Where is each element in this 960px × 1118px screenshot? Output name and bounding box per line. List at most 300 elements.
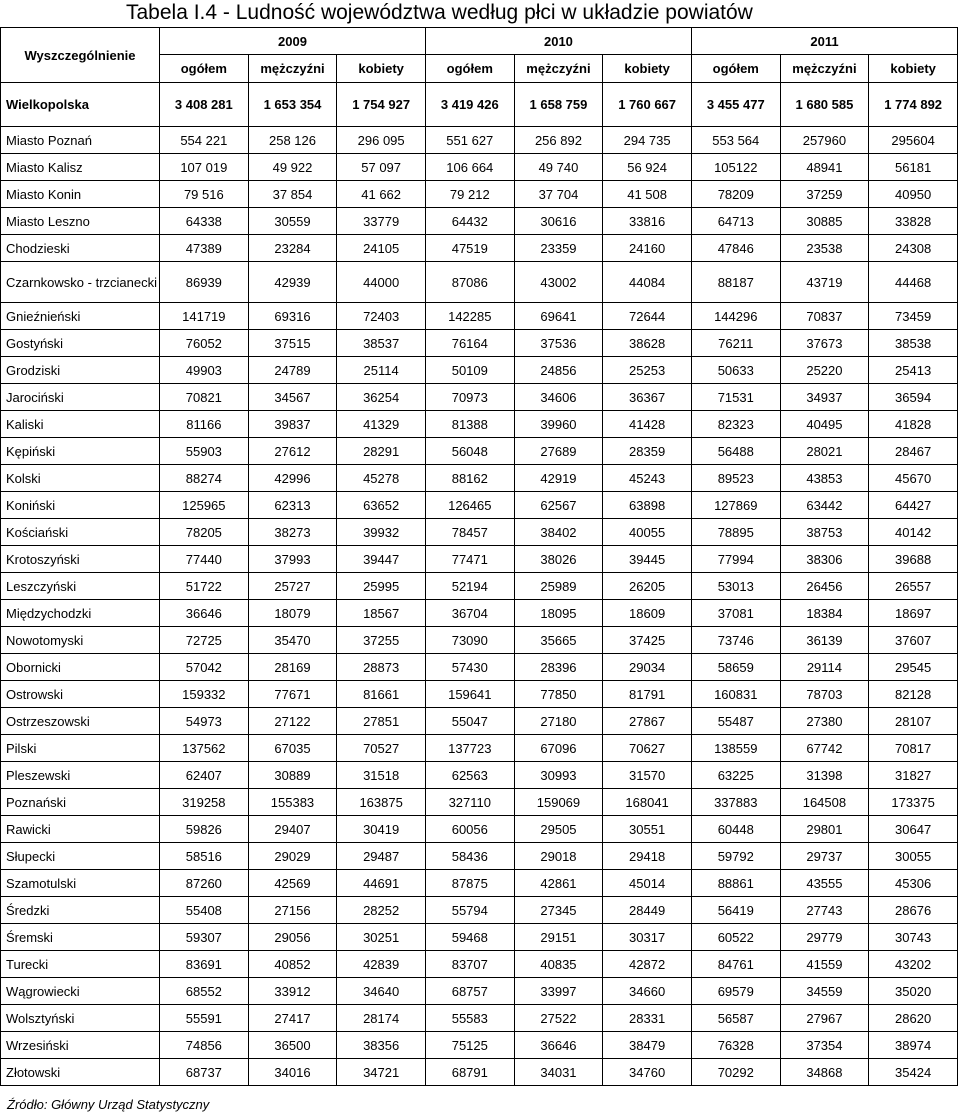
table-row <box>1 83 958 127</box>
table-cell: 39932 <box>337 519 426 546</box>
table-cell: 39447 <box>337 546 426 573</box>
table-row <box>1 762 958 789</box>
table-row <box>1 681 958 708</box>
row-name: Pilski <box>1 735 160 762</box>
table-cell: 24160 <box>603 235 692 262</box>
source-note: Źródło: Główny Urząd Statystyczny <box>7 1097 210 1112</box>
table-cell: 37 704 <box>514 181 603 208</box>
table-cell: 47846 <box>691 235 780 262</box>
row-name: Kaliski <box>1 411 160 438</box>
table-row <box>1 438 958 465</box>
table-cell: 33912 <box>248 978 337 1005</box>
table-cell: 56488 <box>691 438 780 465</box>
table-cell: 38306 <box>780 546 869 573</box>
table-cell: 18095 <box>514 600 603 627</box>
table-cell: 39960 <box>514 411 603 438</box>
table-cell: 78895 <box>691 519 780 546</box>
row-name: Nowotomyski <box>1 627 160 654</box>
table-cell: 70292 <box>691 1059 780 1086</box>
row-name: Turecki <box>1 951 160 978</box>
table-cell: 88274 <box>160 465 249 492</box>
row-name: Pleszewski <box>1 762 160 789</box>
table-cell: 59468 <box>425 924 514 951</box>
table-cell: 67035 <box>248 735 337 762</box>
table-cell: 29407 <box>248 816 337 843</box>
table-cell: 31827 <box>869 762 958 789</box>
table-cell: 42996 <box>248 465 337 492</box>
table-cell: 44468 <box>869 262 958 303</box>
table-cell: 35020 <box>869 978 958 1005</box>
table-cell: 29056 <box>248 924 337 951</box>
table-cell: 34868 <box>780 1059 869 1086</box>
table-cell: 28291 <box>337 438 426 465</box>
table-cell: 31570 <box>603 762 692 789</box>
row-name: Krotoszyński <box>1 546 160 573</box>
table-cell: 27967 <box>780 1005 869 1032</box>
row-name: Wągrowiecki <box>1 978 160 1005</box>
table-cell: 49903 <box>160 357 249 384</box>
table-row <box>1 897 958 924</box>
table-cell: 163875 <box>337 789 426 816</box>
table-cell: 106 664 <box>425 154 514 181</box>
table-cell: 30616 <box>514 208 603 235</box>
table-cell: 37081 <box>691 600 780 627</box>
table-cell: 55794 <box>425 897 514 924</box>
table-cell: 77994 <box>691 546 780 573</box>
table-cell: 126465 <box>425 492 514 519</box>
table-cell: 29029 <box>248 843 337 870</box>
table-row <box>1 924 958 951</box>
table-cell: 36139 <box>780 627 869 654</box>
table-cell: 256 892 <box>514 127 603 154</box>
table-cell: 296 095 <box>337 127 426 154</box>
table-cell: 168041 <box>603 789 692 816</box>
table-row <box>1 330 958 357</box>
table-cell: 30559 <box>248 208 337 235</box>
table-cell: 25220 <box>780 357 869 384</box>
row-name: Śremski <box>1 924 160 951</box>
table-cell: 107 019 <box>160 154 249 181</box>
table-cell: 70821 <box>160 384 249 411</box>
table-cell: 87086 <box>425 262 514 303</box>
table-cell: 1 774 892 <box>869 83 958 127</box>
table-cell: 27743 <box>780 897 869 924</box>
table-cell: 58659 <box>691 654 780 681</box>
table-row <box>1 384 958 411</box>
row-name: Średzki <box>1 897 160 924</box>
table-cell: 64432 <box>425 208 514 235</box>
row-name: Gnieźnieński <box>1 303 160 330</box>
table-cell: 35424 <box>869 1059 958 1086</box>
table-cell: 27522 <box>514 1005 603 1032</box>
table-cell: 77471 <box>425 546 514 573</box>
table-row <box>1 816 958 843</box>
table-cell: 173375 <box>869 789 958 816</box>
table-cell: 164508 <box>780 789 869 816</box>
table-cell: 37 854 <box>248 181 337 208</box>
table-cell: 25727 <box>248 573 337 600</box>
table-cell: 44084 <box>603 262 692 303</box>
table-cell: 41428 <box>603 411 692 438</box>
table-cell: 37354 <box>780 1032 869 1059</box>
table-cell: 30647 <box>869 816 958 843</box>
table-cell: 28331 <box>603 1005 692 1032</box>
table-cell: 40495 <box>780 411 869 438</box>
subcol-header: kobiety <box>337 55 426 83</box>
table-cell: 88187 <box>691 262 780 303</box>
table-cell: 3 455 477 <box>691 83 780 127</box>
row-name: Rawicki <box>1 816 160 843</box>
table-cell: 28676 <box>869 897 958 924</box>
table-cell: 18079 <box>248 600 337 627</box>
table-cell: 29801 <box>780 816 869 843</box>
table-cell: 27180 <box>514 708 603 735</box>
table-cell: 25253 <box>603 357 692 384</box>
table-cell: 73459 <box>869 303 958 330</box>
table-cell: 39837 <box>248 411 337 438</box>
table-cell: 37673 <box>780 330 869 357</box>
table-cell: 44000 <box>337 262 426 303</box>
table-cell: 33779 <box>337 208 426 235</box>
table-cell: 23284 <box>248 235 337 262</box>
table-cell: 78457 <box>425 519 514 546</box>
table-row <box>1 492 958 519</box>
table-cell: 294 735 <box>603 127 692 154</box>
table-cell: 27380 <box>780 708 869 735</box>
table-cell: 24105 <box>337 235 426 262</box>
table-cell: 29018 <box>514 843 603 870</box>
table-cell: 27851 <box>337 708 426 735</box>
row-name: Koniński <box>1 492 160 519</box>
table-cell: 77671 <box>248 681 337 708</box>
table-cell: 86939 <box>160 262 249 303</box>
table-row <box>1 519 958 546</box>
subcol-header: kobiety <box>869 55 958 83</box>
table-cell: 44691 <box>337 870 426 897</box>
table-cell: 36704 <box>425 600 514 627</box>
table-row <box>1 654 958 681</box>
table-cell: 81661 <box>337 681 426 708</box>
table-cell: 18567 <box>337 600 426 627</box>
table-cell: 37425 <box>603 627 692 654</box>
row-name: Leszczyński <box>1 573 160 600</box>
table-row <box>1 303 958 330</box>
table-cell: 37607 <box>869 627 958 654</box>
row-name: Słupecki <box>1 843 160 870</box>
table-cell: 34721 <box>337 1059 426 1086</box>
table-row <box>1 465 958 492</box>
table-cell: 27122 <box>248 708 337 735</box>
subcol-header: ogółem <box>160 55 249 83</box>
row-name: Miasto Leszno <box>1 208 160 235</box>
table-cell: 127869 <box>691 492 780 519</box>
table-cell: 137723 <box>425 735 514 762</box>
table-cell: 68791 <box>425 1059 514 1086</box>
table-cell: 1 658 759 <box>514 83 603 127</box>
table-cell: 56181 <box>869 154 958 181</box>
table-cell: 41329 <box>337 411 426 438</box>
row-name: Miasto Poznań <box>1 127 160 154</box>
table-cell: 49 922 <box>248 154 337 181</box>
table-cell: 84761 <box>691 951 780 978</box>
table-cell: 34031 <box>514 1059 603 1086</box>
table-cell: 25995 <box>337 573 426 600</box>
table-cell: 29151 <box>514 924 603 951</box>
table-cell: 25989 <box>514 573 603 600</box>
row-name: Złotowski <box>1 1059 160 1086</box>
table-cell: 45306 <box>869 870 958 897</box>
table-cell: 34606 <box>514 384 603 411</box>
table-cell: 23538 <box>780 235 869 262</box>
table-cell: 18384 <box>780 600 869 627</box>
table-cell: 554 221 <box>160 127 249 154</box>
table-cell: 69316 <box>248 303 337 330</box>
year-header: 2011 <box>691 28 957 55</box>
table-cell: 28174 <box>337 1005 426 1032</box>
table-cell: 69579 <box>691 978 780 1005</box>
table-cell: 38479 <box>603 1032 692 1059</box>
table-cell: 105122 <box>691 154 780 181</box>
table-cell: 155383 <box>248 789 337 816</box>
table-cell: 43555 <box>780 870 869 897</box>
row-name: Ostrowski <box>1 681 160 708</box>
table-cell: 69641 <box>514 303 603 330</box>
table-cell: 36367 <box>603 384 692 411</box>
table-cell: 144296 <box>691 303 780 330</box>
table-cell: 27417 <box>248 1005 337 1032</box>
table-cell: 33828 <box>869 208 958 235</box>
row-name: Ostrzeszowski <box>1 708 160 735</box>
table-cell: 60522 <box>691 924 780 951</box>
table-cell: 83691 <box>160 951 249 978</box>
row-name: Gostyński <box>1 330 160 357</box>
table-cell: 87260 <box>160 870 249 897</box>
table-cell: 1 754 927 <box>337 83 426 127</box>
table-cell: 41828 <box>869 411 958 438</box>
row-name: Jarociński <box>1 384 160 411</box>
table-cell: 70973 <box>425 384 514 411</box>
table-cell: 137562 <box>160 735 249 762</box>
table-cell: 42569 <box>248 870 337 897</box>
table-cell: 28396 <box>514 654 603 681</box>
table-cell: 57042 <box>160 654 249 681</box>
table-cell: 24789 <box>248 357 337 384</box>
table-cell: 319258 <box>160 789 249 816</box>
table-cell: 87875 <box>425 870 514 897</box>
table-cell: 257960 <box>780 127 869 154</box>
table-row <box>1 951 958 978</box>
table-cell: 24308 <box>869 235 958 262</box>
table-cell: 74856 <box>160 1032 249 1059</box>
row-name: Kolski <box>1 465 160 492</box>
table-cell: 38402 <box>514 519 603 546</box>
table-cell: 81166 <box>160 411 249 438</box>
table-cell: 45243 <box>603 465 692 492</box>
table-cell: 125965 <box>160 492 249 519</box>
table-cell: 41 662 <box>337 181 426 208</box>
table-row <box>1 573 958 600</box>
table-cell: 54973 <box>160 708 249 735</box>
table-cell: 41 508 <box>603 181 692 208</box>
table-cell: 47519 <box>425 235 514 262</box>
table-cell: 51722 <box>160 573 249 600</box>
table-cell: 62313 <box>248 492 337 519</box>
table-cell: 58436 <box>425 843 514 870</box>
table-cell: 45014 <box>603 870 692 897</box>
table-cell: 30055 <box>869 843 958 870</box>
table-cell: 38974 <box>869 1032 958 1059</box>
table-cell: 63898 <box>603 492 692 519</box>
table-cell: 327110 <box>425 789 514 816</box>
table-cell: 76211 <box>691 330 780 357</box>
table-cell: 60448 <box>691 816 780 843</box>
table-cell: 31518 <box>337 762 426 789</box>
table-cell: 43002 <box>514 262 603 303</box>
table-cell: 36646 <box>514 1032 603 1059</box>
table-cell: 25114 <box>337 357 426 384</box>
table-cell: 26557 <box>869 573 958 600</box>
table-cell: 38537 <box>337 330 426 357</box>
table-cell: 28359 <box>603 438 692 465</box>
table-cell: 36594 <box>869 384 958 411</box>
table-row <box>1 978 958 1005</box>
table-row <box>1 411 958 438</box>
table-cell: 39445 <box>603 546 692 573</box>
table-cell: 23359 <box>514 235 603 262</box>
table-cell: 41559 <box>780 951 869 978</box>
table-cell: 50109 <box>425 357 514 384</box>
table-cell: 28449 <box>603 897 692 924</box>
table-cell: 59826 <box>160 816 249 843</box>
table-row <box>1 627 958 654</box>
table-cell: 63442 <box>780 492 869 519</box>
table-cell: 47389 <box>160 235 249 262</box>
table-cell: 64427 <box>869 492 958 519</box>
table-cell: 77440 <box>160 546 249 573</box>
table-row <box>1 789 958 816</box>
subcol-header: mężczyźni <box>514 55 603 83</box>
table-row <box>1 154 958 181</box>
table-cell: 43202 <box>869 951 958 978</box>
table-cell: 18697 <box>869 600 958 627</box>
table-cell: 37259 <box>780 181 869 208</box>
table-cell: 43719 <box>780 262 869 303</box>
table-cell: 26205 <box>603 573 692 600</box>
table-cell: 38538 <box>869 330 958 357</box>
table-cell: 159332 <box>160 681 249 708</box>
table-cell: 55591 <box>160 1005 249 1032</box>
row-name: Grodziski <box>1 357 160 384</box>
table-row <box>1 357 958 384</box>
year-header: 2010 <box>425 28 691 55</box>
table-cell: 67096 <box>514 735 603 762</box>
table-cell: 18609 <box>603 600 692 627</box>
table-cell: 57430 <box>425 654 514 681</box>
table-cell: 27867 <box>603 708 692 735</box>
table-cell: 59792 <box>691 843 780 870</box>
table-cell: 55583 <box>425 1005 514 1032</box>
table-cell: 45670 <box>869 465 958 492</box>
table-cell: 63652 <box>337 492 426 519</box>
table-cell: 1 680 585 <box>780 83 869 127</box>
table-cell: 79 212 <box>425 181 514 208</box>
table-cell: 29418 <box>603 843 692 870</box>
table-cell: 29505 <box>514 816 603 843</box>
table-cell: 42839 <box>337 951 426 978</box>
table-cell: 42861 <box>514 870 603 897</box>
table-row <box>1 735 958 762</box>
table-cell: 258 126 <box>248 127 337 154</box>
table-cell: 28107 <box>869 708 958 735</box>
table-cell: 28873 <box>337 654 426 681</box>
table-cell: 89523 <box>691 465 780 492</box>
subcol-header: kobiety <box>603 55 692 83</box>
table-cell: 71531 <box>691 384 780 411</box>
population-table <box>0 27 958 1086</box>
table-cell: 3 408 281 <box>160 83 249 127</box>
table-cell: 56 924 <box>603 154 692 181</box>
table-cell: 34559 <box>780 978 869 1005</box>
table-cell: 56587 <box>691 1005 780 1032</box>
table-cell: 45278 <box>337 465 426 492</box>
table-cell: 30743 <box>869 924 958 951</box>
table-cell: 38356 <box>337 1032 426 1059</box>
row-name: Miasto Kalisz <box>1 154 160 181</box>
table-row <box>1 181 958 208</box>
table-cell: 77850 <box>514 681 603 708</box>
table-cell: 36500 <box>248 1032 337 1059</box>
table-cell: 1 653 354 <box>248 83 337 127</box>
table-cell: 63225 <box>691 762 780 789</box>
table-cell: 62563 <box>425 762 514 789</box>
table-cell: 37515 <box>248 330 337 357</box>
table-cell: 60056 <box>425 816 514 843</box>
table-cell: 27345 <box>514 897 603 924</box>
table-row <box>1 600 958 627</box>
table-cell: 29545 <box>869 654 958 681</box>
table-cell: 70817 <box>869 735 958 762</box>
table-cell: 73090 <box>425 627 514 654</box>
table-cell: 29114 <box>780 654 869 681</box>
table-cell: 55903 <box>160 438 249 465</box>
table-cell: 38628 <box>603 330 692 357</box>
table-cell: 38753 <box>780 519 869 546</box>
table-row <box>1 546 958 573</box>
table-cell: 73746 <box>691 627 780 654</box>
table-cell: 34760 <box>603 1059 692 1086</box>
table-cell: 40055 <box>603 519 692 546</box>
table-cell: 26456 <box>780 573 869 600</box>
row-name: Poznański <box>1 789 160 816</box>
table-cell: 28467 <box>869 438 958 465</box>
table-cell: 68552 <box>160 978 249 1005</box>
table-cell: 30317 <box>603 924 692 951</box>
table-cell: 78209 <box>691 181 780 208</box>
table-cell: 29487 <box>337 843 426 870</box>
table-cell: 3 419 426 <box>425 83 514 127</box>
table-cell: 138559 <box>691 735 780 762</box>
table-cell: 30885 <box>780 208 869 235</box>
table-cell: 34640 <box>337 978 426 1005</box>
row-name: Chodzieski <box>1 235 160 262</box>
table-cell: 141719 <box>160 303 249 330</box>
table-cell: 48941 <box>780 154 869 181</box>
table-cell: 55047 <box>425 708 514 735</box>
table-cell: 81388 <box>425 411 514 438</box>
table-cell: 70837 <box>780 303 869 330</box>
table-cell: 39688 <box>869 546 958 573</box>
table-row <box>1 208 958 235</box>
